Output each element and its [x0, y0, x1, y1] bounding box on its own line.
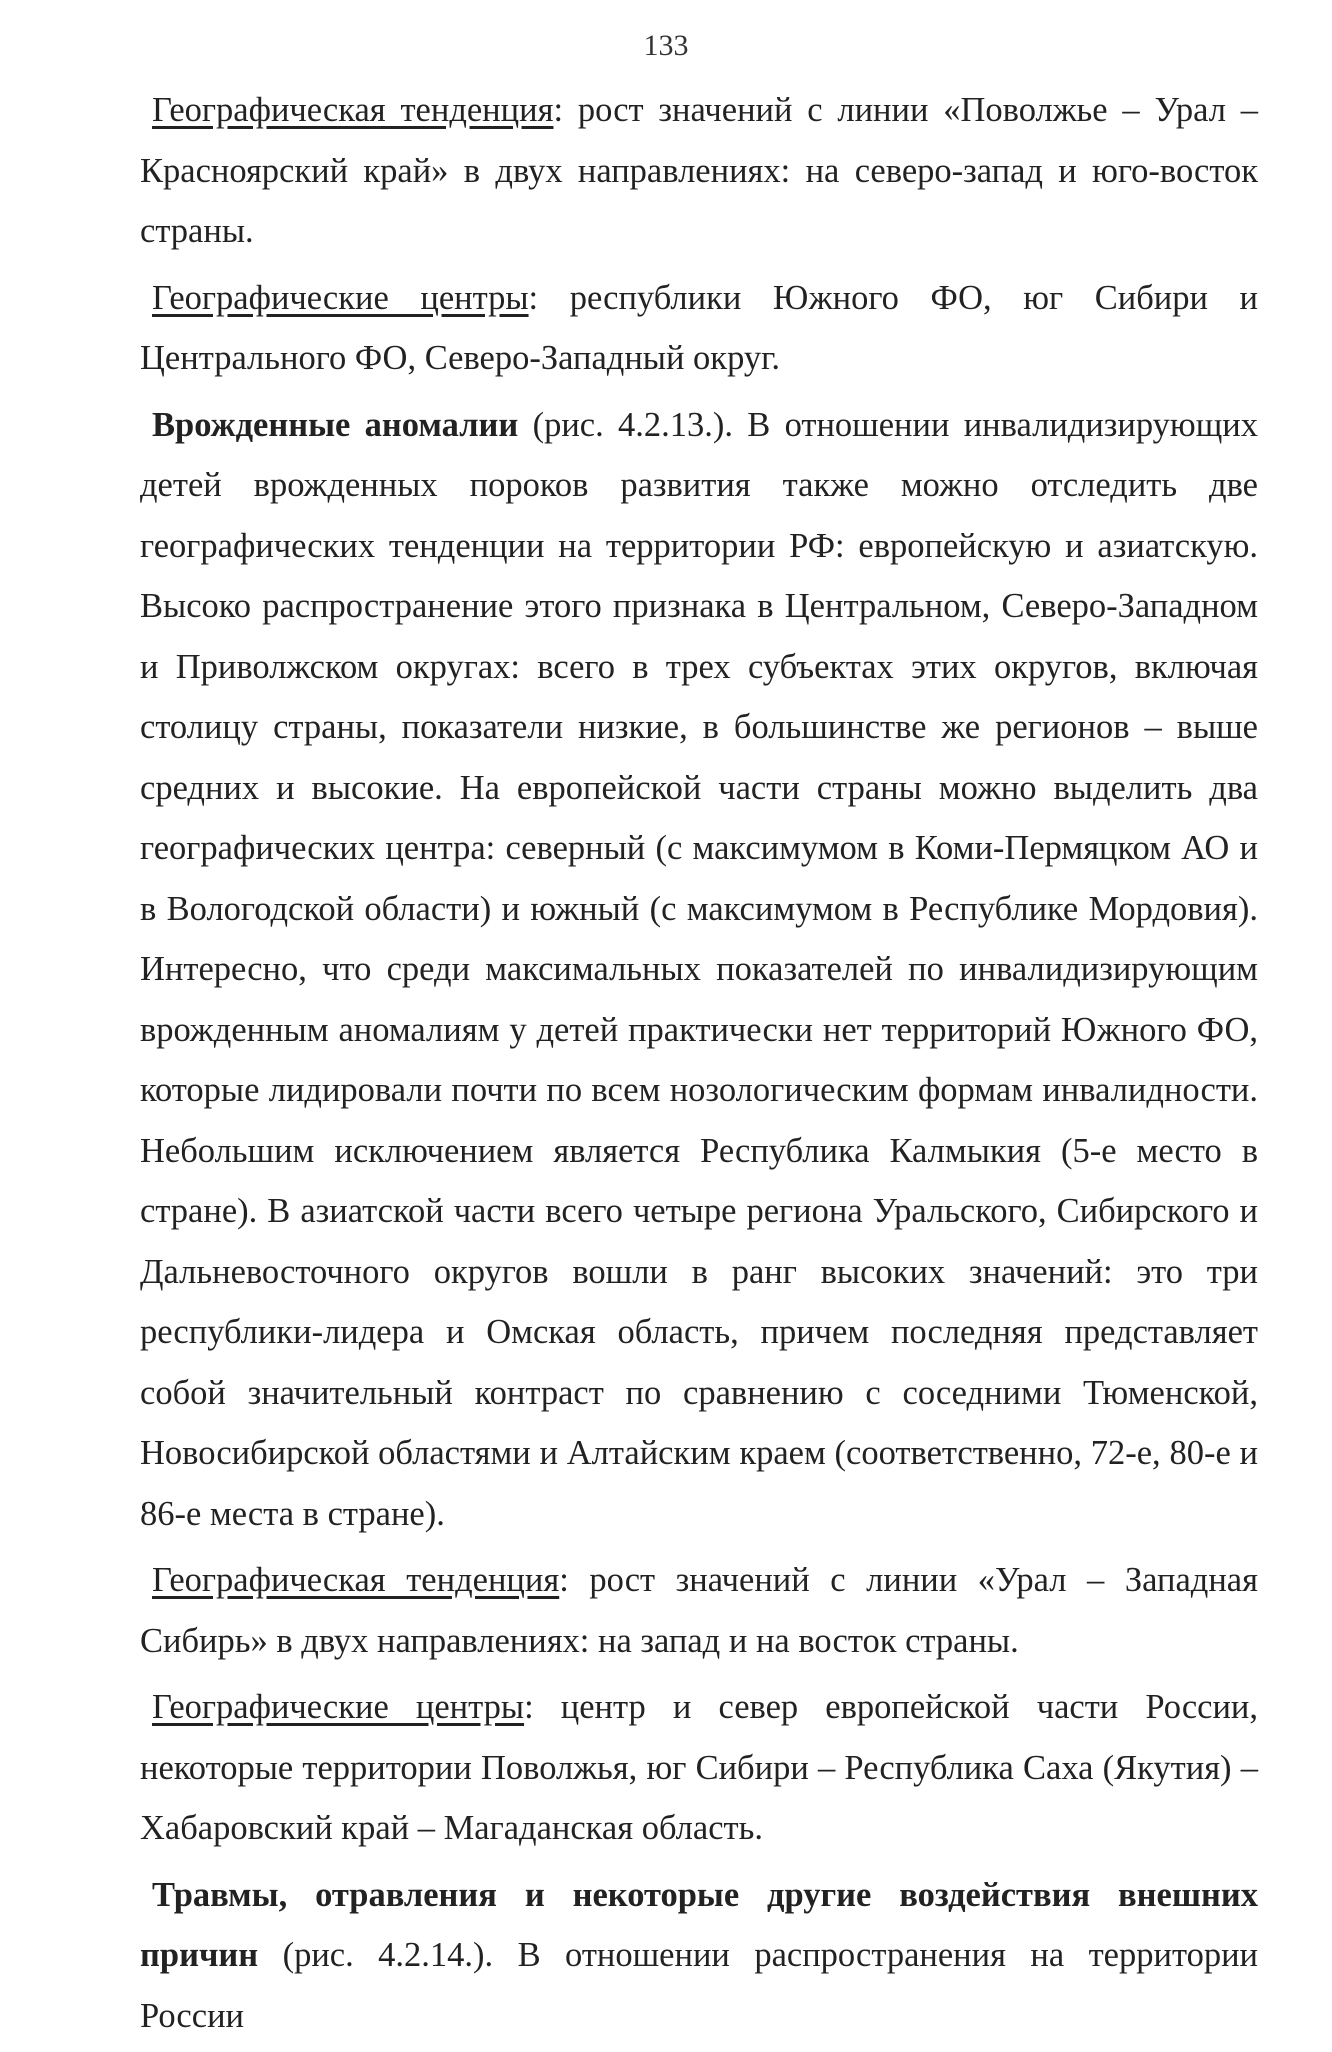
paragraph-text: : рост значений с линии «Урал – Западная Сибирь» в двух направлениях: на запад и на восток страны. — [140, 1561, 1258, 1660]
paragraph-text: : рост значений с линии «Поволжье – Урал – Красноярский край» в двух направлениях: на северо-запад и юго-восток страны. — [140, 91, 1258, 250]
paragraph-congenital-anomalies — [140, 395, 1258, 1545]
paragraph-centers-1 — [140, 268, 1258, 389]
tendency-label: Географическая тенденция — [152, 1561, 560, 1599]
paragraph-text: : республики Южного ФО, юг Сибири и Центрального ФО, Северо-Западный округ. — [140, 278, 1258, 377]
paragraph-tendency-2 — [140, 1550, 1258, 1671]
tendency-label: Географическая тенденция — [152, 91, 554, 129]
centers-label: Географические центры — [152, 278, 529, 317]
paragraph-injuries — [140, 1865, 1258, 2047]
paragraph-text: (рис. 4.2.14.). В отношении распространения на территории России — [140, 1936, 1258, 2035]
paragraph-text: (рис. 4.2.13.). В отношении инвалидизирующих детей врожденных пороков развития также можно отследить две географических тенденции на территории РФ: европейскую и азиатскую. Высоко распространение этого признака в Центральном, Северо-Западном и Приволжском округах: всего в трех субъектах этих округов, включая столицу страны, показатели низкие, в большинстве же регионов – выше средних и высокие. На европейской части страны можно выделить два географических центра: северный (с максимумом в Коми-Пермяцком АО и в Вологодской области) и южный (с максимумом в Республике Мордовия). Интересно, что среди максимальных показателей по инвалидизирующим врожденным аномалиям у детей практически нет территорий Южного ФО, которые лидировали почти по всем нозологическим формам инвалидности. Небольшим исключением является Республика Калмыкия (5-е место в стране). В азиатской части всего четыре региона Уральского, Сибирского и Дальневосточного округов вошли в ранг высоких значений: это три республики-лидера и Омская область, причем последняя представляет собой значительный контраст по сравнению с соседними Тюменской, Новосибирской областями и Алтайским краем (соответственно, 72-е, 80-е и 86-е места в стране). — [140, 405, 1258, 1533]
section-term: Травмы, отравления и некоторые другие воздействия внешних причин — [140, 1875, 1258, 1974]
paragraph-text: : центр и север европейской части России, некоторые территории Поволжья, юг Сибири – Республика Саха (Якутия) – Хабаровский край – Магаданская область. — [140, 1688, 1258, 1847]
centers-label: Географические центры — [152, 1688, 525, 1726]
page-number: 133 — [643, 29, 689, 62]
body-text — [140, 80, 1258, 2052]
section-term: Врожденные аномалии — [152, 405, 519, 444]
paragraph-centers-2 — [140, 1677, 1258, 1859]
paragraph-tendency-1 — [140, 80, 1258, 262]
